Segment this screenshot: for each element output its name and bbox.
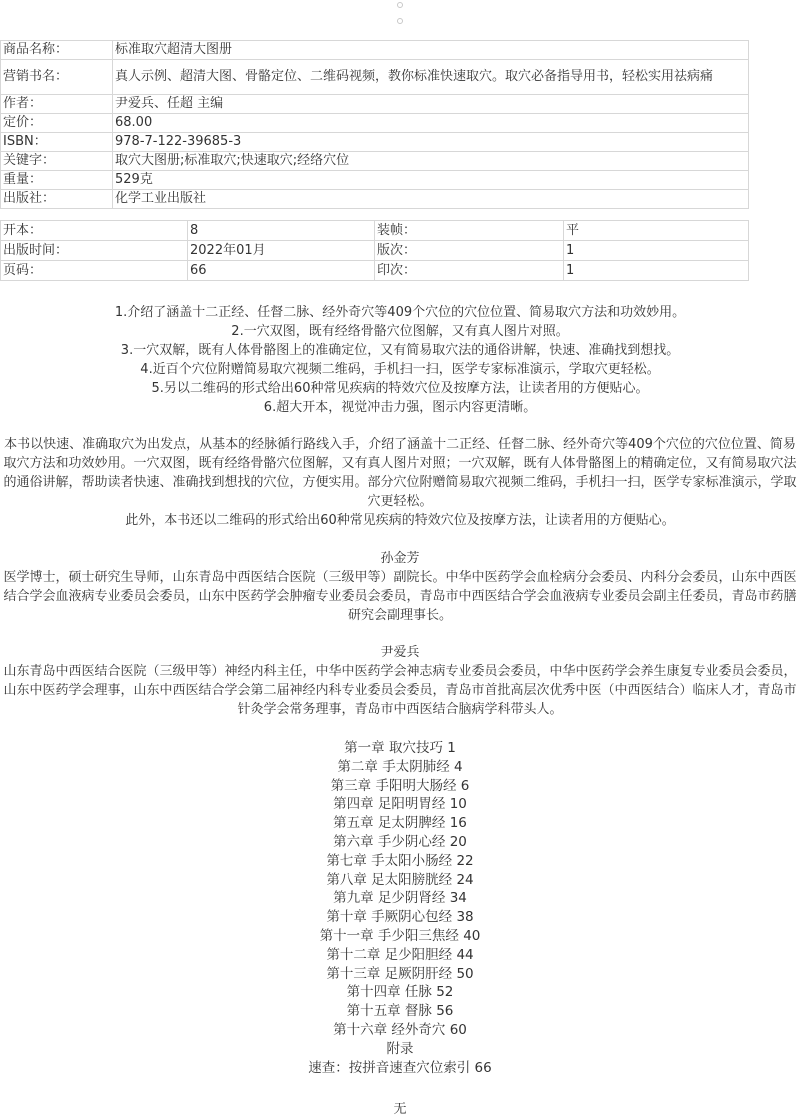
spec-row xyxy=(1,221,749,241)
spec-label: 版次： xyxy=(375,241,564,261)
toc-item: 第九章 足少阴肾经 34 xyxy=(333,890,467,907)
info-label: 定价： xyxy=(1,114,113,133)
spec-value: 8 xyxy=(188,221,375,241)
top-divider-dots xyxy=(394,0,406,30)
author-section xyxy=(0,643,800,719)
spec-row xyxy=(1,241,749,261)
info-label: 关键字： xyxy=(1,152,113,171)
toc-item: 附录 xyxy=(386,1040,414,1057)
spec-label: 装帧： xyxy=(375,221,564,241)
info-row xyxy=(1,190,749,209)
info-row xyxy=(1,171,749,190)
toc-item: 第十四章 任脉 52 xyxy=(346,984,454,1001)
info-label: ISBN： xyxy=(1,133,113,152)
info-value: 68.00 xyxy=(113,114,749,133)
excerpt-placeholder: 无 xyxy=(393,1102,407,1117)
toc-item: 第十三章 足厥阴肝经 50 xyxy=(326,965,474,982)
author-bio: 医学博士，硕士研究生导师，山东青岛中西医结合医院（三级甲等）副院长。中华中医药学会血栓病分会委员、内科分会委员，山东中西医结合学会血液病专业委员会委员，山东中医药学会肿瘤专业委员会委员，青岛市中西医结合学会血液病专业委员会副主任委员，青岛市药膳研究会副理事长。 xyxy=(3,570,797,623)
info-value: 取穴大图册;标准取穴;快速取穴;经络穴位 xyxy=(113,152,749,171)
info-label: 作者： xyxy=(1,95,113,114)
info-row xyxy=(1,60,749,95)
spec-value: 66 xyxy=(188,261,375,281)
toc-item: 第五章 足太阴脾经 16 xyxy=(333,815,467,832)
toc-item: 第十六章 经外奇穴 60 xyxy=(333,1021,467,1038)
info-row xyxy=(1,95,749,114)
publication-spec-table xyxy=(0,220,749,281)
spec-label: 开本： xyxy=(1,221,188,241)
features-list xyxy=(0,303,800,417)
toc-item: 第十一章 手少阳三焦经 40 xyxy=(319,927,481,944)
info-value: 标准取穴超清大图册 xyxy=(113,41,749,60)
product-info-table xyxy=(0,40,749,209)
feature-item: 1.介绍了涵盖十二正经、任督二脉、经外奇穴等409个穴位的穴位位置、简易取穴方法和功效妙用。 xyxy=(114,305,686,320)
info-row xyxy=(1,133,749,152)
info-label: 营销书名： xyxy=(1,60,113,95)
spec-value: 1 xyxy=(564,241,749,261)
feature-item: 4.近百个穴位附赠简易取穴视频二维码，手机扫一扫，医学专家标准演示，学取穴更轻松。 xyxy=(140,362,660,377)
author-bio: 山东青岛中西医结合医院（三级甲等）神经内科主任，中华中医药学会神志病专业委员会委员，中华中医药学会养生康复专业委员会委员，山东中医药学会理事，山东中西医结合学会第二届神经内科专业委员会委员，青岛市首批高层次优秀中医（中西医结合）临床人才，青岛市针灸学会常务理事，青岛市中西医结合脑病学科带头人。 xyxy=(3,664,797,717)
intro-paragraph: 此外，本书还以二维码的形式给出60种常见疾病的特效穴位及按摩方法，让读者用的方便贴心。 xyxy=(125,513,675,528)
author-section xyxy=(0,549,800,625)
feature-item: 2.一穴双图，既有经络骨骼穴位图解，又有真人图片对照。 xyxy=(231,324,569,339)
info-value: 尹爱兵、任超 主编 xyxy=(113,95,749,114)
info-label: 重量： xyxy=(1,171,113,190)
book-introduction xyxy=(0,435,800,530)
toc-item: 第六章 手少阴心经 20 xyxy=(333,833,467,850)
spec-value: 平 xyxy=(564,221,749,241)
intro-paragraph: 本书以快速、准确取穴为出发点，从基本的经脉循行路线入手，介绍了涵盖十二正经、任督二脉、经外奇穴等409个穴位的穴位位置、简易取穴方法和功效妙用。一穴双图，既有经络骨骼穴位图解，又有真人图片对照；一穴双解，既有人体骨骼图上的精确定位，又有简易取穴法的通俗讲解，帮助读者快速、准确找到想找的穴位，方便实用。部分穴位附赠简易取穴视频二维码，手机扫一扫，医学专家标准演示，学取穴更轻松。 xyxy=(3,437,797,509)
table-of-contents xyxy=(0,739,800,1077)
toc-item: 第一章 取穴技巧 1 xyxy=(344,740,456,756)
feature-item: 6.超大开本，视觉冲击力强，图示内容更清晰。 xyxy=(263,400,537,415)
info-row xyxy=(1,41,749,60)
spec-label: 页码： xyxy=(1,261,188,281)
toc-item: 第七章 手太阳小肠经 22 xyxy=(326,852,474,869)
author-name: 孙金芳 xyxy=(380,551,420,566)
divider-dot xyxy=(397,2,403,8)
toc-item: 第二章 手太阴肺经 4 xyxy=(337,758,463,775)
toc-item: 第三章 手阳明大肠经 6 xyxy=(330,777,470,794)
spec-value: 2022年01月 xyxy=(188,241,375,261)
spec-label: 出版时间： xyxy=(1,241,188,261)
info-label: 出版社： xyxy=(1,190,113,209)
toc-item: 第十章 手厥阴心包经 38 xyxy=(326,909,474,926)
spec-value: 1 xyxy=(564,261,749,281)
info-label: 商品名称： xyxy=(1,41,113,60)
toc-item: 速查：按拼音速查穴位索引 66 xyxy=(308,1059,492,1076)
info-row xyxy=(1,114,749,133)
info-value: 529克 xyxy=(113,171,749,190)
toc-item: 第十二章 足少阳胆经 44 xyxy=(326,946,474,963)
toc-item: 第十五章 督脉 56 xyxy=(346,1003,454,1020)
feature-item: 3.一穴双解，既有人体骨骼图上的准确定位，又有简易取穴法的通俗讲解，快速、准确找到想找。 xyxy=(120,343,680,358)
spec-row xyxy=(1,261,749,281)
toc-item: 第四章 足阳明胃经 10 xyxy=(333,796,467,813)
info-value: 化学工业出版社 xyxy=(113,190,749,209)
info-row xyxy=(1,152,749,171)
info-value: 978-7-122-39685-3 xyxy=(113,133,749,152)
feature-item: 5.另以二维码的形式给出60种常见疾病的特效穴位及按摩方法，让读者用的方便贴心。 xyxy=(151,381,649,396)
spec-label: 印次： xyxy=(375,261,564,281)
divider-dot xyxy=(397,18,403,24)
toc-item: 第八章 足太阳膀胱经 24 xyxy=(326,871,474,888)
info-value: 真人示例、超清大图、骨骼定位、二维码视频，教你标准快速取穴。取穴必备指导用书，轻松实用祛病痛 xyxy=(113,60,749,95)
author-name: 尹爱兵 xyxy=(380,645,420,660)
